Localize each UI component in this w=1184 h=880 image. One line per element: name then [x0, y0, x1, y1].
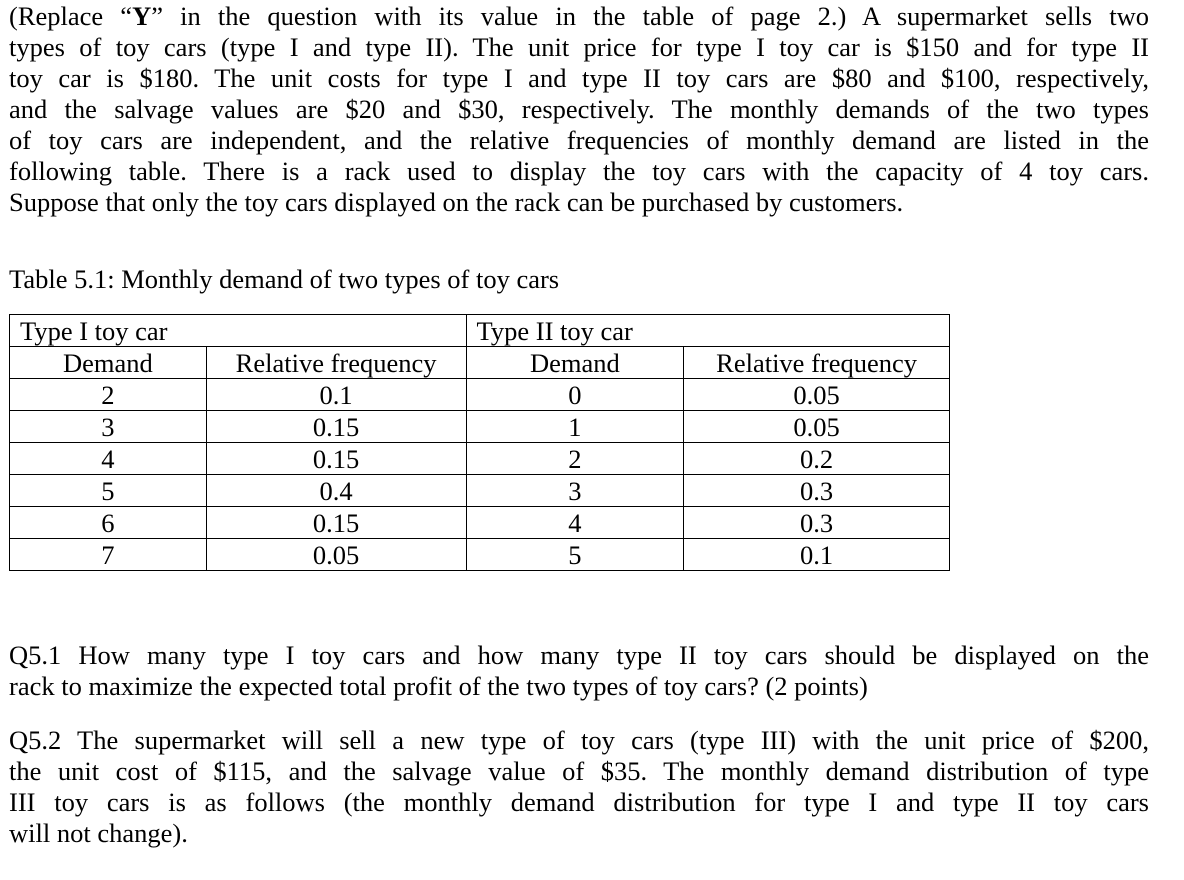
table-cell: 0.05	[684, 411, 950, 443]
type-i-group-header: Type I toy car	[10, 315, 467, 347]
intro-line: types of toy cars (type I and type II). The unit price for type I toy car is $150 and for type II	[9, 32, 1149, 62]
table-cell: 3	[466, 475, 684, 507]
table-cell: 6	[10, 507, 207, 539]
question-5-1	[9, 640, 1149, 702]
table-cell: 0.3	[684, 507, 950, 539]
question-line: III toy cars is as follows (the monthly demand distribution for type I and type II toy cars	[9, 787, 1149, 817]
table-cell: 2	[466, 443, 684, 475]
table-cell: 7	[10, 539, 207, 571]
table-cell: 1	[466, 411, 684, 443]
intro-line: following table. There is a rack used to display the toy cars with the capacity of 4 toy cars.	[9, 156, 1149, 186]
table-cell: 0.05	[684, 379, 950, 411]
intro-bold-variable: Y	[132, 1, 152, 31]
table-cell: 0.1	[206, 379, 466, 411]
table-row	[10, 475, 950, 507]
intro-line: toy car is $180. The unit costs for type I and type II toy cars are $80 and $100, respectively,	[9, 63, 1149, 93]
demand-table	[9, 314, 950, 571]
table-cell: 3	[10, 411, 207, 443]
intro-line	[9, 1, 1149, 32]
intro-line: of toy cars are independent, and the relative frequencies of monthly demand are listed in the	[9, 125, 1149, 155]
table-cell: 4	[466, 507, 684, 539]
table-cell: 0.15	[206, 507, 466, 539]
table-cell: 0.1	[684, 539, 950, 571]
table-cell: 0.05	[206, 539, 466, 571]
column-header: Relative frequency	[684, 347, 950, 379]
table-cell: 5	[466, 539, 684, 571]
table-cell: 0.3	[684, 475, 950, 507]
table-cell: 2	[10, 379, 207, 411]
column-header: Demand	[466, 347, 684, 379]
table-cell: 0.15	[206, 411, 466, 443]
question-line: rack to maximize the expected total profit of the two types of toy cars? (2 points)	[9, 671, 868, 701]
table-cell: 0.2	[684, 443, 950, 475]
table-caption: Table 5.1: Monthly demand of two types of toy cars	[9, 264, 560, 294]
question-line: the unit cost of $115, and the salvage value of $35. The monthly demand distribution of type	[9, 756, 1149, 786]
table-cell: 5	[10, 475, 207, 507]
question-5-2	[9, 725, 1149, 849]
table-row	[10, 443, 950, 475]
column-header: Demand	[10, 347, 207, 379]
question-line: Q5.2 The supermarket will sell a new type of toy cars (type III) with the unit price of $200,	[9, 725, 1149, 755]
intro-text: (Replace “	[9, 1, 133, 31]
table-column-header-row	[10, 347, 950, 379]
type-ii-group-header: Type II toy car	[466, 315, 949, 347]
intro-line: and the salvage values are $20 and $30, respectively. The monthly demands of the two types	[9, 94, 1149, 124]
table-row	[10, 507, 950, 539]
table-cell: 0.4	[206, 475, 466, 507]
intro-paragraph	[9, 1, 1149, 218]
intro-line: Suppose that only the toy cars displayed on the rack can be purchased by customers.	[9, 187, 904, 217]
question-line: will not change).	[9, 818, 188, 848]
question-line: Q5.1 How many type I toy cars and how many type II toy cars should be displayed on the	[9, 640, 1149, 670]
table-group-header-row	[10, 315, 950, 347]
table-cell: 4	[10, 443, 207, 475]
intro-text: ” in the question with its value in the table of page 2.) A supermarket sells two	[151, 1, 1149, 31]
table-row	[10, 379, 950, 411]
table-row	[10, 411, 950, 443]
table-cell: 0	[466, 379, 684, 411]
table-cell: 0.15	[206, 443, 466, 475]
table-row	[10, 539, 950, 571]
column-header: Relative frequency	[206, 347, 466, 379]
